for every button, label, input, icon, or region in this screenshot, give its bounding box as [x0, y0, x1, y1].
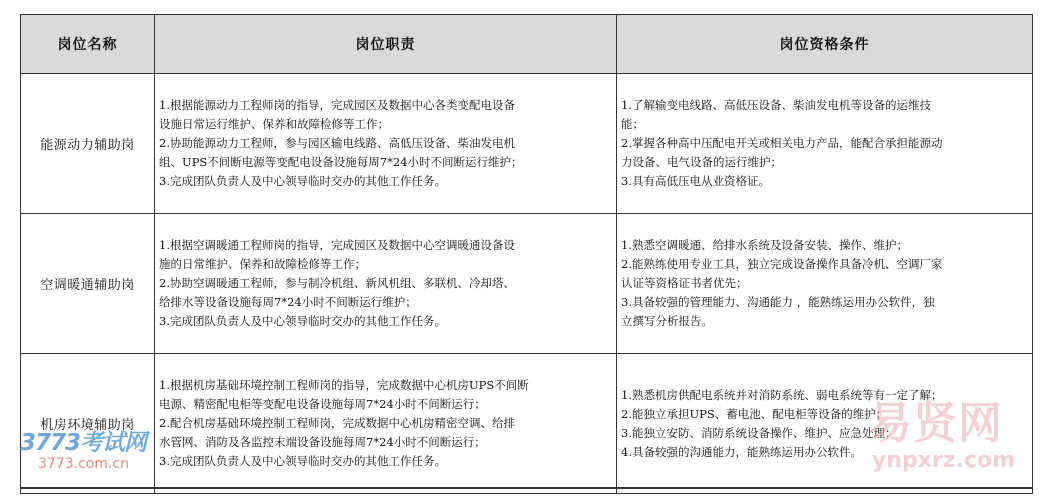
qualification-line: 立撰写分析报告。 — [621, 314, 713, 328]
header-row — [21, 15, 1033, 74]
header-duties: 岗位职责 — [155, 15, 617, 74]
duty-line: 给排水等设备设施每周7*24小时不间断运行维护； — [159, 295, 417, 309]
table-row — [21, 214, 1033, 354]
qualification-line: 认证等资格证书者优先； — [621, 276, 748, 290]
duties-cell — [155, 74, 617, 214]
duty-line: 3.完成团队负责人及中心领导临时交办的其他工作任务。 — [159, 174, 446, 188]
position-name: 空调暖通辅助岗 — [21, 214, 155, 354]
qualification-line: 1.熟悉机房供配电系统并对消防系统、弱电系统等有一定了解； — [621, 387, 943, 402]
duty-line: 2.协助空调暖通工程师，参与制冷机组、新风机组、多联机、冷却塔、 — [159, 276, 515, 290]
qualifications-cell — [617, 74, 1033, 214]
duty-line: 1.根据空调暖通工程师岗的指导，完成园区及数据中心空调暖通设备设 — [159, 238, 515, 252]
duty-line: 2.配合机房基础环境控制工程师岗，完成数据中心机房精密空调、给排 — [159, 416, 515, 430]
duty-line: 施的日常维护、保养和故障检修等工作； — [159, 257, 366, 271]
duty-line: 组、UPS不间断电源等变配电设备设施每周7*24小时不间断运行维护； — [159, 155, 523, 169]
position-name: 能源动力辅助岗 — [21, 74, 155, 214]
table-row — [21, 74, 1033, 214]
watermark-3773-text: 3773考试网 — [20, 430, 147, 456]
qualification-line: 2.能独立承担UPS、蓄电池、配电柜等设备的维护； — [621, 406, 888, 421]
qualification-line: 3.具备较强的管理能力、沟通能力 ，能熟练运用办公软件，独 — [621, 295, 935, 309]
duty-line: 2.协助能源动力工程师，参与园区输电线路、高低压设备、柴油发电机 — [159, 136, 515, 150]
qualification-line: 4.具备较强的沟通能力，能熟练运用办公软件。 — [621, 444, 862, 459]
duty-line: 水管网、消防及各监控末端设备设施每周7*24小时不间断运行； — [159, 435, 486, 449]
qualification-line: 3.具有高低压电从业资格证。 — [621, 174, 770, 188]
qualification-line: 2.掌握各种高中压配电开关或相关电力产品，能配合承担能源动 — [621, 136, 943, 150]
qualification-line: 力设备、电气设备的运行维护； — [621, 155, 782, 169]
qualification-line: 1.了解输变电线路、高低压设备、柴油发电机等设备的运维技 — [621, 98, 931, 112]
watermark-yixian-logo — [868, 400, 1043, 490]
duty-line: 3.完成团队负责人及中心领导临时交办的其他工作任务。 — [159, 454, 446, 468]
qualification-line: 3.能独立安防、消防系统设备操作、维护、应急处理； — [621, 425, 897, 440]
header-qualifications: 岗位资格条件 — [617, 15, 1033, 74]
qualifications-cell — [617, 214, 1033, 354]
watermark-3773-logo — [20, 430, 190, 490]
duty-line: 电源、精密配电柜等变配电设备设施每周7*24小时不间断运行； — [159, 397, 486, 411]
watermark-yixian-url: ynpxrz.com — [872, 448, 1016, 473]
qualification-line: 1.熟悉空调暖通、给排水系统及设备安装、操作、维护； — [621, 238, 908, 252]
duty-line: 1.根据能源动力工程师岗的指导，完成园区及数据中心各类变配电设备 — [159, 98, 515, 112]
duty-line: 3.完成团队负责人及中心领导临时交办的其他工作任务。 — [159, 314, 446, 328]
header-position-name: 岗位名称 — [21, 15, 155, 74]
watermark-3773-url: 3773.com.cn — [38, 456, 129, 472]
qualification-line: 能； — [621, 117, 644, 131]
duties-cell — [155, 214, 617, 354]
watermark-yixian-text: 易贤网 — [868, 398, 1003, 449]
qualification-line: 2.能熟练使用专业工具，独立完成设备操作具备冷机、空调厂家 — [621, 257, 943, 271]
duty-line: 设施日常运行维护、保养和故障检修等工作； — [159, 117, 389, 131]
position-name: 机房环境辅助岗 — [21, 354, 155, 494]
duties-cell — [155, 354, 617, 494]
duty-line: 1.根据机房基础环境控制工程师岗的指导，完成数据中心机房UPS不间断 — [159, 378, 529, 392]
